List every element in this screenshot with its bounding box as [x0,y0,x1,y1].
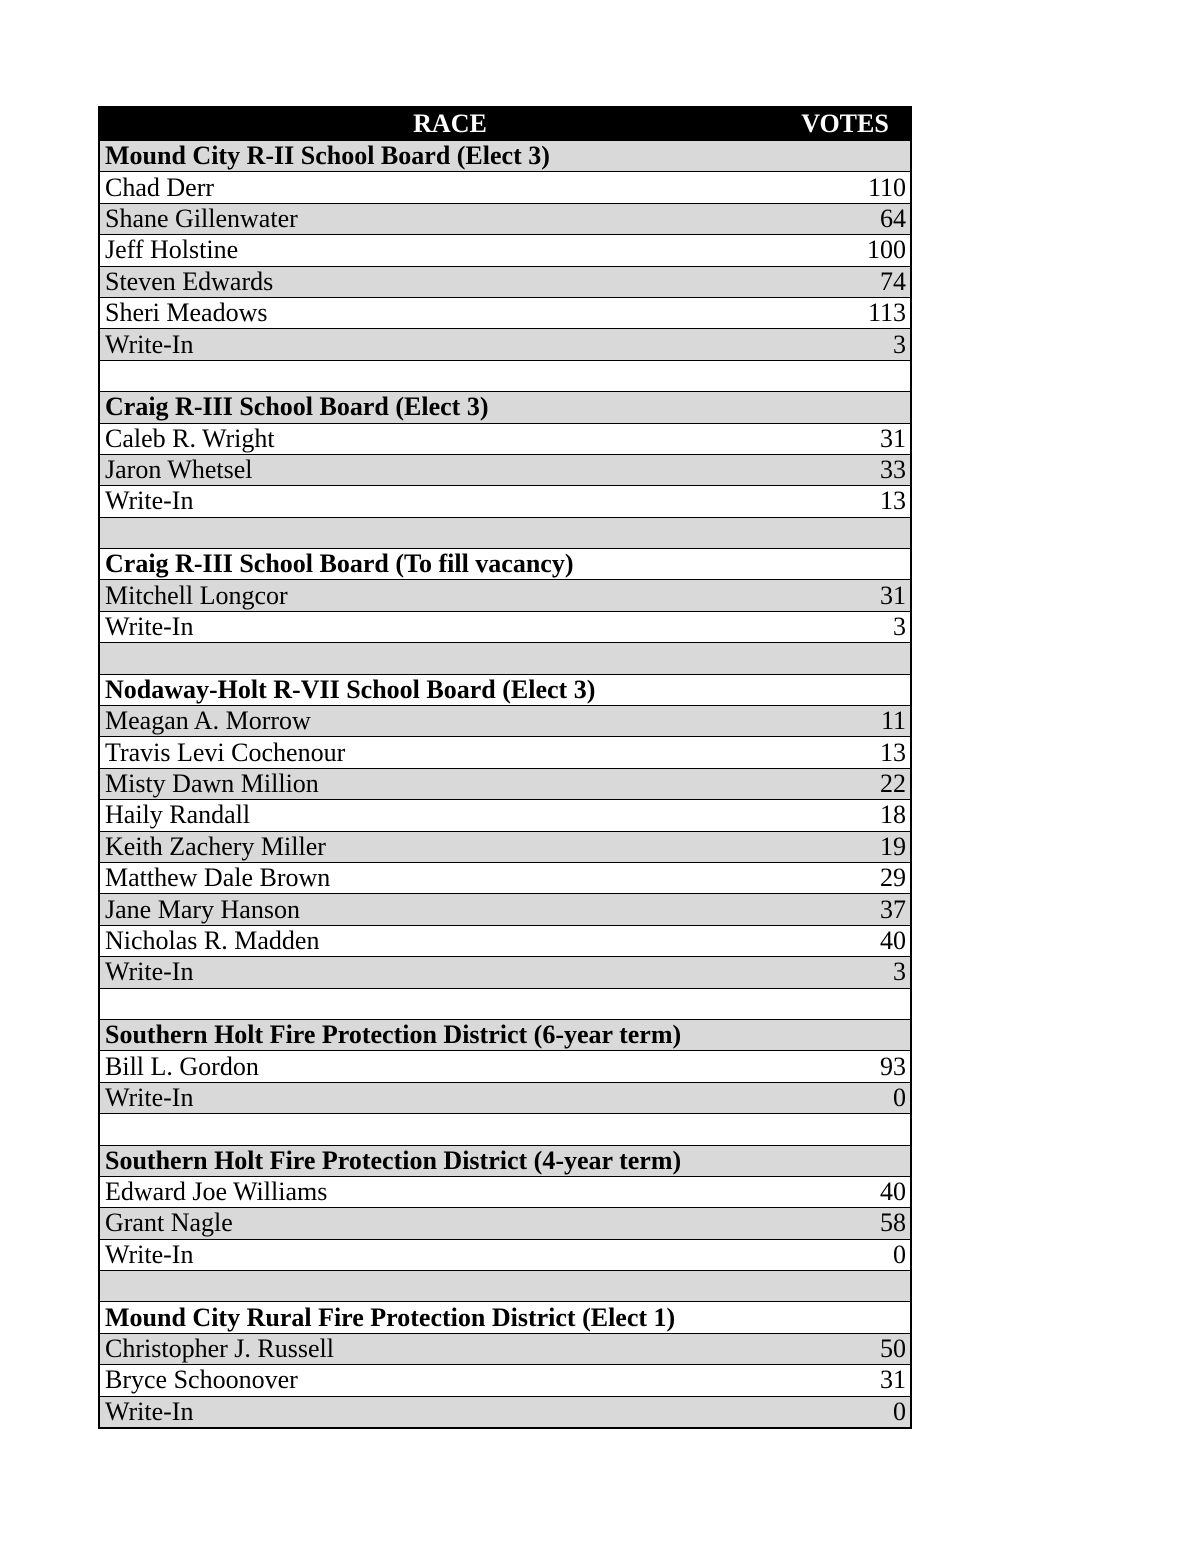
candidate-name: Bryce Schoonover [105,1365,298,1395]
table-row [100,203,910,234]
vote-count: 100 [867,235,906,265]
vote-count: 37 [880,894,906,924]
race-heading-row [100,1019,910,1050]
vote-count: 113 [867,298,906,328]
vote-count: 0 [893,1239,906,1269]
table-row [100,454,910,485]
candidate-name: Shane Gillenwater [105,203,298,233]
candidate-name: Bill L. Gordon [105,1051,259,1081]
spacer-row [100,988,910,1019]
vote-count: 33 [880,455,906,485]
table-row [100,297,910,328]
candidate-name: Matthew Dale Brown [105,863,331,893]
vote-count: 40 [880,1177,906,1207]
candidate-name: Write-In [105,329,194,359]
vote-count: 31 [880,1365,906,1395]
race-name: Southern Holt Fire Protection District (6-year term) [105,1020,682,1050]
candidate-name: Keith Zachery Miller [105,831,326,861]
vote-count: 50 [880,1334,906,1364]
vote-count: 40 [880,925,906,955]
vote-count: 74 [880,266,906,296]
table-row [100,485,910,516]
candidate-name: Jane Mary Hanson [105,894,300,924]
table-row [100,328,910,359]
table-row [100,1239,910,1270]
vote-count: 0 [893,1396,906,1426]
vote-count: 3 [893,612,906,642]
candidate-name: Jaron Whetsel [105,455,253,485]
vote-count: 93 [880,1051,906,1081]
candidate-name: Christopher J. Russell [105,1334,334,1364]
votes-column-header: VOTES [801,109,889,138]
candidate-name: Write-In [105,1239,194,1269]
candidate-name: Misty Dawn Million [105,769,319,798]
candidate-name: Grant Nagle [105,1208,233,1238]
race-heading-row [100,140,910,171]
spacer-row [100,642,910,673]
table-row [100,611,910,642]
vote-count: 3 [893,329,906,359]
table-row [100,862,910,893]
candidate-name: Write-In [105,486,194,516]
race-heading-row [100,674,910,705]
candidate-name: Jeff Holstine [105,235,239,265]
vote-count: 0 [893,1082,906,1112]
table-row [100,925,910,956]
candidate-name: Write-In [105,957,194,987]
vote-count: 3 [893,957,906,987]
candidate-name: Nicholas R. Madden [105,925,320,955]
table-row [100,893,910,924]
table-row [100,266,910,297]
candidate-name: Write-In [105,1396,194,1426]
results-table [98,106,912,1429]
table-row [100,1333,910,1364]
table-row [100,1396,910,1427]
vote-count: 29 [880,863,906,893]
table-row [100,799,910,830]
table-row [100,736,910,767]
candidate-name: Write-In [105,612,194,642]
race-name: Mound City R-II School Board (Elect 3) [105,141,550,171]
race-name: Craig R-III School Board (Elect 3) [105,392,489,422]
race-name: Nodaway-Holt R-VII School Board (Elect 3) [105,674,596,704]
table-row [100,1082,910,1113]
table-row [100,1207,910,1238]
candidate-name: Haily Randall [105,800,251,830]
vote-count: 58 [880,1208,906,1238]
spacer-row [100,1270,910,1301]
race-name: Craig R-III School Board (To fill vacancy) [105,549,574,579]
table-row [100,831,910,862]
race-heading-row [100,548,910,579]
vote-count: 31 [880,423,906,453]
table-row [100,768,910,799]
race-name: Mound City Rural Fire Protection District (Elect 1) [105,1302,676,1332]
candidate-name: Sheri Meadows [105,298,268,328]
table-row [100,705,910,736]
candidate-name: Edward Joe Williams [105,1177,328,1207]
candidate-name: Caleb R. Wright [105,423,275,453]
race-name: Southern Holt Fire Protection District (4-year term) [105,1145,682,1175]
vote-count: 19 [880,831,906,861]
candidate-name: Mitchell Longcor [105,580,288,610]
vote-count: 110 [867,172,906,202]
table-row [100,423,910,454]
spacer-row [100,360,910,391]
race-heading-row [100,391,910,422]
race-heading-row [100,1301,910,1332]
table-row [100,234,910,265]
spacer-row [100,1113,910,1144]
candidate-name: Chad Derr [105,172,215,202]
vote-count: 22 [880,769,906,798]
table-header [100,108,910,140]
candidate-name: Steven Edwards [105,266,274,296]
spacer-row [100,517,910,548]
candidate-name: Travis Levi Cochenour [105,737,346,767]
table-row [100,1050,910,1081]
candidate-name: Meagan A. Morrow [105,706,311,736]
vote-count: 31 [880,580,906,610]
table-row [100,956,910,987]
vote-count: 18 [880,800,906,830]
vote-count: 11 [880,706,906,736]
race-heading-row [100,1145,910,1176]
vote-count: 13 [880,737,906,767]
table-row [100,579,910,610]
table-row [100,1176,910,1207]
table-body [100,140,910,1427]
table-row [100,1364,910,1395]
vote-count: 64 [880,203,906,233]
vote-count: 13 [880,486,906,516]
table-row [100,171,910,202]
race-column-header: RACE [413,109,487,138]
candidate-name: Write-In [105,1082,194,1112]
